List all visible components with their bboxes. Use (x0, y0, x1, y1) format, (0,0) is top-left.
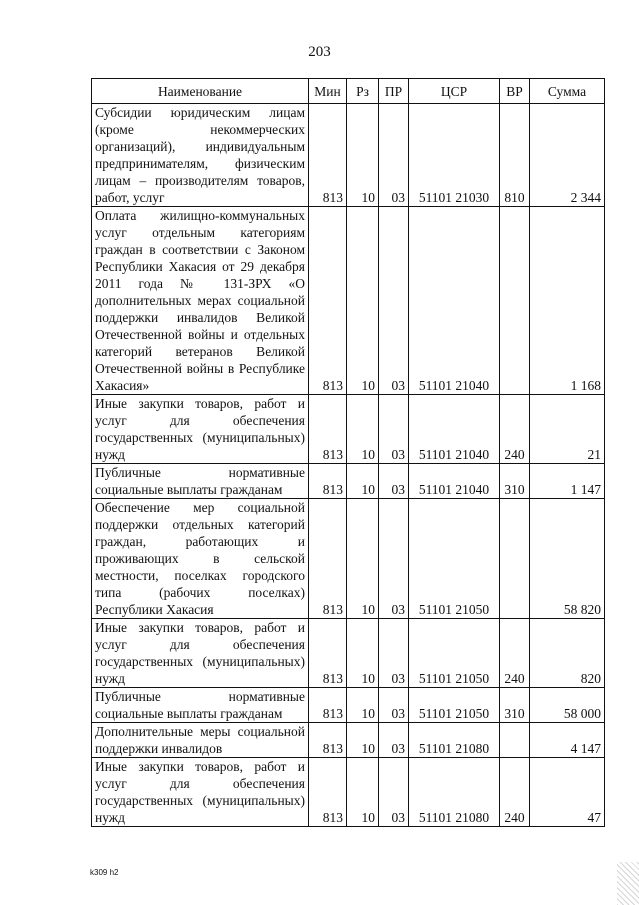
row-csr: 51101 21050 (409, 619, 500, 688)
row-name: Иные закупки товаров, работ и услуг для обеспечения государственных (муниципальных) нужд (92, 758, 309, 827)
row-pr: 03 (379, 207, 409, 395)
header-pr: ПР (379, 79, 409, 104)
row-vr: 240 (500, 758, 530, 827)
row-sum: 47 (530, 758, 605, 827)
row-name: Дополнительные меры социальной поддержки инвалидов (92, 723, 309, 758)
table-header-row (92, 79, 605, 104)
row-csr: 51101 21030 (409, 104, 500, 207)
row-min: 813 (309, 619, 347, 688)
table-row (92, 464, 605, 499)
row-rz: 10 (347, 688, 379, 723)
row-csr: 51101 21040 (409, 207, 500, 395)
row-vr: 240 (500, 619, 530, 688)
row-sum: 4 147 (530, 723, 605, 758)
row-sum: 58 820 (530, 499, 605, 619)
row-vr: 240 (500, 395, 530, 464)
header-vr: ВР (500, 79, 530, 104)
row-csr: 51101 21050 (409, 688, 500, 723)
row-vr: 310 (500, 464, 530, 499)
row-csr: 51101 21080 (409, 758, 500, 827)
row-name: Иные закупки товаров, работ и услуг для обеспечения государственных (муниципальных) нужд (92, 395, 309, 464)
row-csr: 51101 21080 (409, 723, 500, 758)
row-vr (500, 207, 530, 395)
row-pr: 03 (379, 395, 409, 464)
table-row (92, 104, 605, 207)
row-name: Публичные нормативные социальные выплаты гражданам (92, 464, 309, 499)
row-rz: 10 (347, 619, 379, 688)
row-vr (500, 723, 530, 758)
table-row (92, 499, 605, 619)
row-sum: 21 (530, 395, 605, 464)
row-rz: 10 (347, 207, 379, 395)
row-pr: 03 (379, 499, 409, 619)
table-row (92, 619, 605, 688)
row-min: 813 (309, 688, 347, 723)
row-min: 813 (309, 499, 347, 619)
table-row (92, 758, 605, 827)
row-csr: 51101 21040 (409, 395, 500, 464)
header-sum: Сумма (530, 79, 605, 104)
row-rz: 10 (347, 723, 379, 758)
row-min: 813 (309, 207, 347, 395)
row-min: 813 (309, 758, 347, 827)
header-name: Наименование (92, 79, 309, 104)
row-sum: 1 147 (530, 464, 605, 499)
row-vr: 310 (500, 688, 530, 723)
row-sum: 1 168 (530, 207, 605, 395)
row-min: 813 (309, 723, 347, 758)
row-min: 813 (309, 104, 347, 207)
table-row (92, 723, 605, 758)
row-name: Обеспечение мер социальной поддержки отдельных категорий граждан, работающих и проживающих в сельской местности, поселках городского типа (рабочих поселках) Республики Хакасия (92, 499, 309, 619)
row-rz: 10 (347, 395, 379, 464)
row-pr: 03 (379, 619, 409, 688)
row-rz: 10 (347, 758, 379, 827)
header-min: Мин (309, 79, 347, 104)
table-row (92, 207, 605, 395)
row-vr (500, 499, 530, 619)
row-pr: 03 (379, 723, 409, 758)
header-rz: Рз (347, 79, 379, 104)
page-number: 203 (308, 44, 331, 60)
table-row (92, 395, 605, 464)
header-csr: ЦСР (409, 79, 500, 104)
row-name: Публичные нормативные социальные выплаты гражданам (92, 688, 309, 723)
row-name: Оплата жилищно-коммунальных услуг отдельным категориям граждан в соответствии с Законом Республики Хакасия от 29 декабря 2011 года № 131-ЗРХ «О дополнительных мерах социальной поддержки инвалидов Великой Отечественной войны и отдельных категорий ветеранов Великой Отечественной войны в Республике Хакасия» (92, 207, 309, 395)
row-vr: 810 (500, 104, 530, 207)
footer-code: k309 h2 (90, 868, 119, 877)
table-row (92, 688, 605, 723)
row-min: 813 (309, 395, 347, 464)
row-csr: 51101 21050 (409, 499, 500, 619)
row-name: Субсидии юридическим лицам (кроме некоммерческих организаций), индивидуальным предпринимателям, физическим лицам – производителям товаров, работ, услуг (92, 104, 309, 207)
row-pr: 03 (379, 464, 409, 499)
row-pr: 03 (379, 688, 409, 723)
row-sum: 2 344 (530, 104, 605, 207)
budget-table (91, 78, 605, 827)
row-csr: 51101 21040 (409, 464, 500, 499)
row-min: 813 (309, 464, 347, 499)
row-name: Иные закупки товаров, работ и услуг для обеспечения государственных (муниципальных) нужд (92, 619, 309, 688)
row-pr: 03 (379, 758, 409, 827)
row-rz: 10 (347, 104, 379, 207)
scan-noise-mark (617, 862, 639, 905)
row-sum: 820 (530, 619, 605, 688)
row-sum: 58 000 (530, 688, 605, 723)
row-rz: 10 (347, 499, 379, 619)
row-pr: 03 (379, 104, 409, 207)
row-rz: 10 (347, 464, 379, 499)
